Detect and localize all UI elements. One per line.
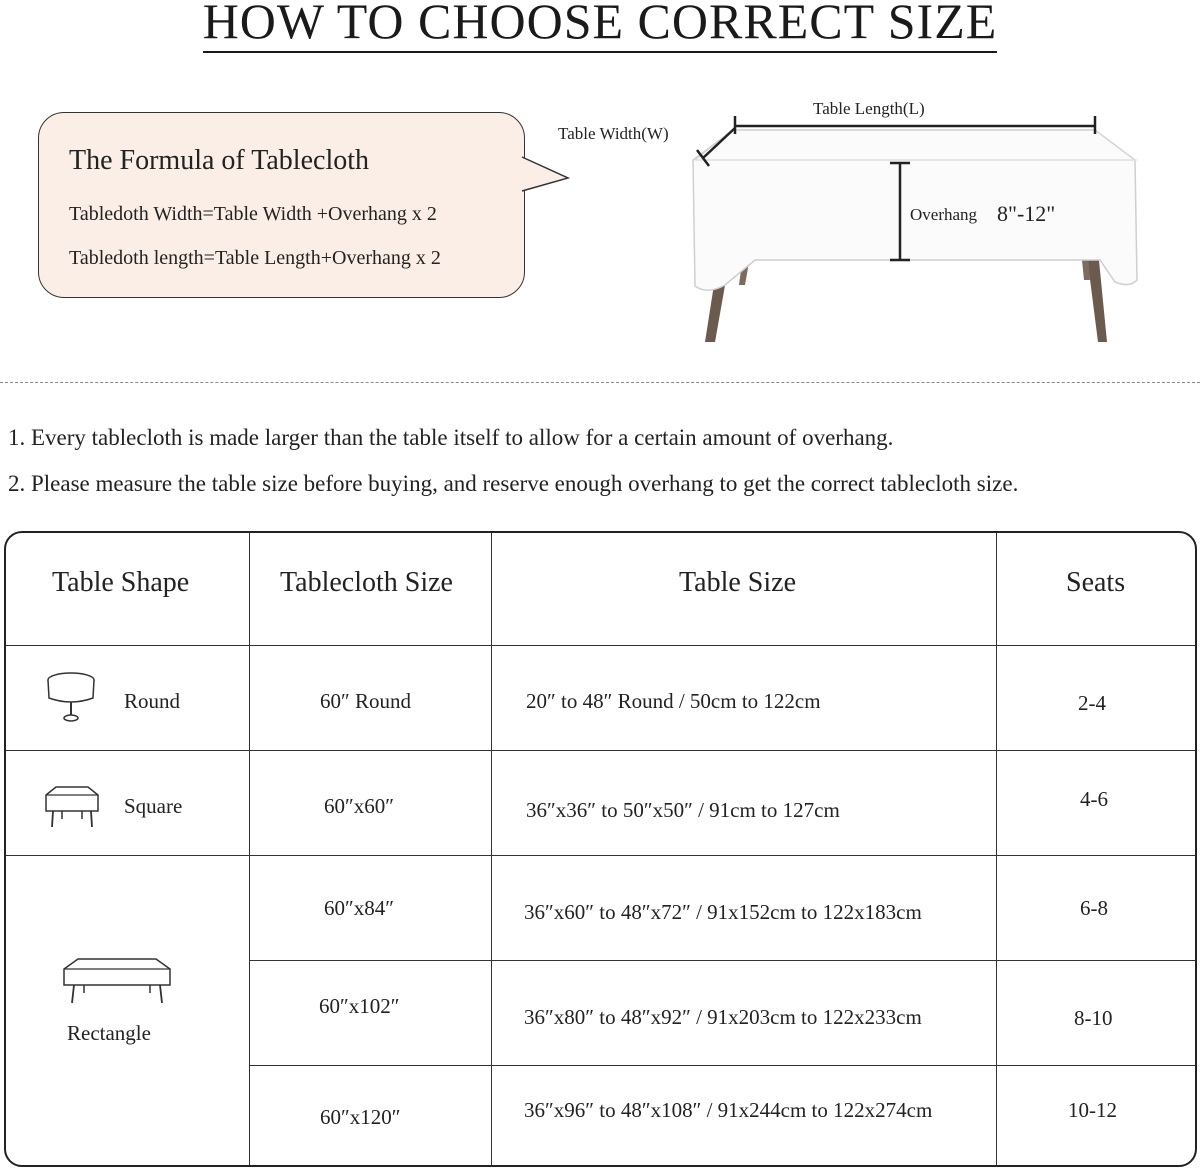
formula-length: Tabledoth length=Table Length+Overhang x 2 (69, 247, 441, 269)
formula-title: The Formula of Tablecloth (69, 145, 370, 176)
row-divider (249, 1065, 1195, 1066)
table-row: 36″x60″ to 48″x72″ / 91x152cm to 122x183cm (524, 900, 922, 924)
table-row: 6-8 (1080, 896, 1108, 920)
row-divider (6, 645, 1195, 646)
table-row: 8-10 (1074, 1006, 1113, 1030)
section-divider (0, 382, 1200, 383)
table-row: 36″x96″ to 48″x108″ / 91x244cm to 122x274cm (524, 1098, 933, 1122)
shape-rectangle: Rectangle (67, 1021, 151, 1045)
header-table-shape: Table Shape (52, 567, 190, 598)
table-row: 10-12 (1068, 1098, 1117, 1122)
table-row: 60″x102″ (319, 994, 400, 1018)
column-divider (249, 533, 250, 1165)
square-table-icon (42, 781, 102, 833)
note-overhang: 1. Every tablecloth is made larger than the table itself to allow for a certain amount of overhang. (8, 425, 894, 450)
column-divider (491, 533, 492, 1165)
table-row: 2-4 (1078, 691, 1106, 715)
table-row: 60″ Round (320, 689, 412, 713)
round-table-icon (44, 670, 98, 726)
table-row: 36″x36″ to 50″x50″ / 91cm to 127cm (526, 798, 840, 822)
formula-bubble (38, 112, 525, 298)
row-divider (6, 855, 1195, 856)
rectangle-table-icon (60, 953, 174, 1009)
length-label: Table Length(L) (813, 99, 925, 118)
page-title: HOW TO CHOOSE CORRECT SIZE (0, 0, 1200, 50)
note-measure: 2. Please measure the table size before buying, and reserve enough overhang to get the correct tablecloth size. (8, 471, 1019, 496)
column-divider (996, 533, 997, 1165)
table-row: 4-6 (1080, 787, 1108, 811)
row-divider (249, 960, 1195, 961)
table-row: 60″x120″ (320, 1105, 401, 1129)
shape-square: Square (124, 794, 183, 818)
overhang-value: 8"-12" (997, 201, 1056, 226)
size-table (4, 531, 1197, 1167)
header-seats: Seats (1066, 567, 1126, 598)
shape-round: Round (124, 689, 181, 713)
table-row: 60″x84″ (324, 896, 394, 920)
table-row: 20″ to 48″ Round / 50cm to 122cm (526, 689, 821, 713)
table-row: 36″x80″ to 48″x92″ / 91x203cm to 122x233cm (524, 1005, 922, 1029)
header-table-size: Table Size (679, 567, 796, 598)
table-row: 60″x60″ (324, 794, 394, 818)
row-divider (6, 750, 1195, 751)
overhang-label: Overhang (910, 205, 978, 224)
header-tablecloth-size: Tablecloth Size (280, 567, 453, 598)
width-label: Table Width(W) (558, 124, 669, 143)
table-diagram (555, 90, 1175, 360)
formula-width: Tabledoth Width=Table Width +Overhang x 2 (69, 203, 437, 225)
